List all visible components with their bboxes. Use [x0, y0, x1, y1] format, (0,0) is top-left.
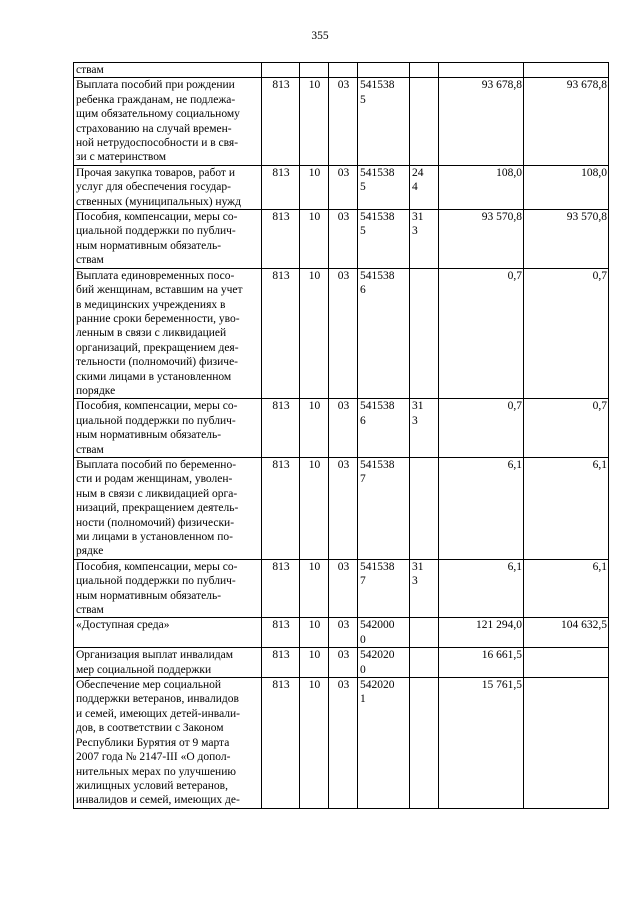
subsection-code-cell: 03: [329, 559, 358, 618]
expense-type-code-cell: [410, 648, 439, 678]
item-name-cell: Пособия, компенсации, меры со- циальной поддержки по публич- ным нормативным обязатель- ствам: [74, 399, 262, 458]
ministry-code-cell: 813: [262, 648, 300, 678]
amount-cell: 0,7: [524, 268, 609, 399]
subsection-code-cell: [329, 63, 358, 78]
amount-cell: 121 294,0: [439, 618, 524, 648]
subsection-code-cell: 03: [329, 618, 358, 648]
expense-type-code-cell: [410, 618, 439, 648]
expense-type-code-cell: 31 3: [410, 559, 439, 618]
subsection-code-cell: 03: [329, 457, 358, 559]
section-code-cell: 10: [300, 559, 329, 618]
section-code-cell: 10: [300, 210, 329, 269]
item-name-cell: Организация выплат инвалидам мер социальной поддержки: [74, 648, 262, 678]
item-name-cell: Выплата пособий при рождении ребенка гражданам, не подлежа- щим обязательному социальному страхованию на случай времен- ной нетрудоспособности и в свя- зи с материнством: [74, 78, 262, 165]
section-code-cell: [300, 63, 329, 78]
amount-cell: 6,1: [439, 457, 524, 559]
ministry-code-cell: 813: [262, 399, 300, 458]
target-article-code-cell: 541538 7: [358, 559, 410, 618]
amount-cell: 0,7: [439, 268, 524, 399]
section-code-cell: 10: [300, 399, 329, 458]
section-code-cell: 10: [300, 78, 329, 165]
amount-cell: 93 678,8: [524, 78, 609, 165]
table-row: [74, 165, 609, 209]
section-code-cell: 10: [300, 457, 329, 559]
section-code-cell: 10: [300, 268, 329, 399]
ministry-code-cell: 813: [262, 165, 300, 209]
expense-type-code-cell: [410, 457, 439, 559]
ministry-code-cell: 813: [262, 618, 300, 648]
item-name-cell: Обеспечение мер социальной поддержки ветеранов, инвалидов и семей, имеющих детей-инвали- дов, в соответствии с Законом Республики Бурятия от 9 марта 2007 года № 2147-III «О допол- нительных мерах по улучшению жилищных условий ветеранов, инвалидов и семей, имеющих де-: [74, 678, 262, 809]
target-article-code-cell: 541538 5: [358, 210, 410, 269]
ministry-code-cell: 813: [262, 678, 300, 809]
table-row: [74, 268, 609, 399]
expense-type-code-cell: 24 4: [410, 165, 439, 209]
table-row: [74, 618, 609, 648]
subsection-code-cell: 03: [329, 678, 358, 809]
subsection-code-cell: 03: [329, 210, 358, 269]
target-article-code-cell: 541538 7: [358, 457, 410, 559]
table-row: [74, 559, 609, 618]
target-article-code-cell: 542000 0: [358, 618, 410, 648]
section-code-cell: 10: [300, 648, 329, 678]
subsection-code-cell: 03: [329, 268, 358, 399]
expense-type-code-cell: [410, 63, 439, 78]
amount-cell: 93 570,8: [439, 210, 524, 269]
amount-cell: 0,7: [439, 399, 524, 458]
table-body: [74, 63, 609, 809]
ministry-code-cell: [262, 63, 300, 78]
section-code-cell: 10: [300, 618, 329, 648]
amount-cell: [524, 678, 609, 809]
ministry-code-cell: 813: [262, 78, 300, 165]
item-name-cell: «Доступная среда»: [74, 618, 262, 648]
table-row: [74, 648, 609, 678]
table-row: [74, 210, 609, 269]
expense-type-code-cell: 31 3: [410, 399, 439, 458]
target-article-code-cell: 542020 1: [358, 678, 410, 809]
item-name-cell: Выплата единовременных посо- бий женщинам, вставшим на учет в медицинских учреждениях в ранние сроки беременности, уво- ленным в связи с ликвидацией организаций, прекращением дея- тельности (полномочий) физиче- скими лицами в установленном порядке: [74, 268, 262, 399]
target-article-code-cell: 542020 0: [358, 648, 410, 678]
amount-cell: 6,1: [524, 457, 609, 559]
subsection-code-cell: 03: [329, 78, 358, 165]
target-article-code-cell: 541538 5: [358, 78, 410, 165]
subsection-code-cell: 03: [329, 399, 358, 458]
amount-cell: 0,7: [524, 399, 609, 458]
section-code-cell: 10: [300, 165, 329, 209]
page-number: 355: [311, 30, 329, 42]
expense-type-code-cell: [410, 78, 439, 165]
amount-cell: [439, 63, 524, 78]
expense-type-code-cell: [410, 268, 439, 399]
amount-cell: 6,1: [439, 559, 524, 618]
amount-cell: 93 678,8: [439, 78, 524, 165]
target-article-code-cell: 541538 5: [358, 165, 410, 209]
item-name-cell: Выплата пособий по беременно- сти и родам женщинам, уволен- ным в связи с ликвидацией орга- низаций, прекращением деятель- ности (полномочий) физически- ми лицами в установленном по- рядке: [74, 457, 262, 559]
budget-table: [73, 62, 609, 809]
item-name-cell: Пособия, компенсации, меры со- циальной поддержки по публич- ным нормативным обязатель- ствам: [74, 210, 262, 269]
amount-cell: 15 761,5: [439, 678, 524, 809]
section-code-cell: 10: [300, 678, 329, 809]
expense-type-code-cell: [410, 678, 439, 809]
ministry-code-cell: 813: [262, 457, 300, 559]
amount-cell: [524, 648, 609, 678]
table-row: [74, 457, 609, 559]
table-row: [74, 399, 609, 458]
subsection-code-cell: 03: [329, 165, 358, 209]
target-article-code-cell: 541538 6: [358, 268, 410, 399]
item-name-cell: ствам: [74, 63, 262, 78]
amount-cell: 108,0: [439, 165, 524, 209]
target-article-code-cell: [358, 63, 410, 78]
subsection-code-cell: 03: [329, 648, 358, 678]
amount-cell: 6,1: [524, 559, 609, 618]
expense-type-code-cell: 31 3: [410, 210, 439, 269]
table-row: [74, 78, 609, 165]
ministry-code-cell: 813: [262, 210, 300, 269]
amount-cell: 108,0: [524, 165, 609, 209]
ministry-code-cell: 813: [262, 268, 300, 399]
item-name-cell: Прочая закупка товаров, работ и услуг для обеспечения государ- ственных (муниципальных) нужд: [74, 165, 262, 209]
amount-cell: 104 632,5: [524, 618, 609, 648]
amount-cell: [524, 63, 609, 78]
amount-cell: 16 661,5: [439, 648, 524, 678]
amount-cell: 93 570,8: [524, 210, 609, 269]
item-name-cell: Пособия, компенсации, меры со- циальной поддержки по публич- ным нормативным обязатель- ствам: [74, 559, 262, 618]
table-row: [74, 678, 609, 809]
table-row: [74, 63, 609, 78]
target-article-code-cell: 541538 6: [358, 399, 410, 458]
ministry-code-cell: 813: [262, 559, 300, 618]
